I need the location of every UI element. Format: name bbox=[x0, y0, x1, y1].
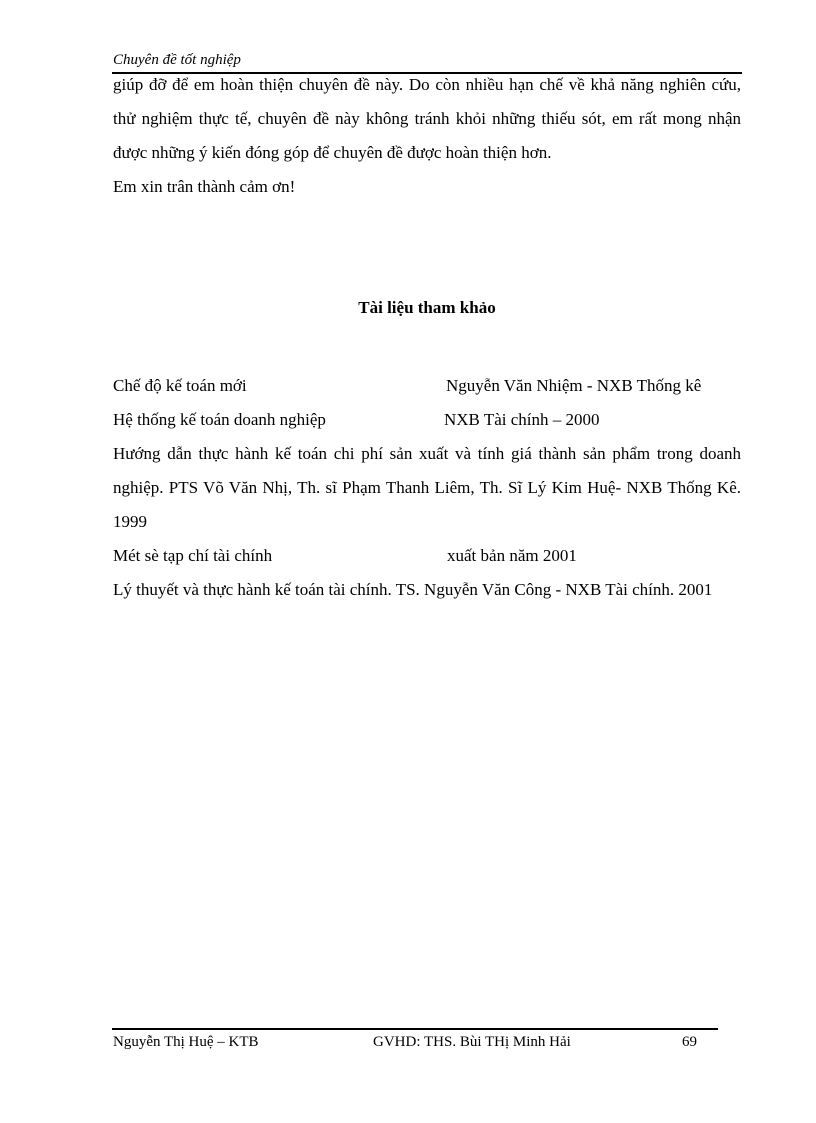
reference-item: Lý thuyết và thực hành kế toán tài chính. TS. Nguyễn Văn Công - NXB Tài chính. 2001 bbox=[113, 580, 713, 599]
page-number: 69 bbox=[682, 1034, 697, 1050]
reference-item: Hướng dẫn thực hành kế toán chi phí sản xuất và tính giá thành sản phẩm trong doanh nghiệp. PTS Võ Văn Nhị, Th. sĩ Phạm Thanh Liêm, Th. Sĩ Lý Kim Huệ- NXB Thống Kê. 1999 bbox=[113, 444, 741, 531]
footer-advisor: GVHD: THS. Bùi THị Minh Hải bbox=[373, 1034, 571, 1050]
reference-item bbox=[113, 369, 741, 403]
reference-item bbox=[113, 539, 741, 573]
page-header-title: Chuyên đề tốt nghiệp bbox=[113, 52, 241, 68]
reference-title: Mét sè tạp chí tài chính bbox=[113, 546, 273, 565]
reference-source: xuất bản năm 2001 bbox=[447, 546, 577, 565]
intro-section bbox=[113, 68, 741, 204]
reference-source: NXB Tài chính – 2000 bbox=[444, 410, 600, 429]
intro-paragraph: giúp đỡ để em hoàn thiện chuyên đề này. Do còn nhiều hạn chế về khả năng nghiên cứu, thử nghiệm thực tế, chuyên đề này không tránh khỏi những thiếu sót, em rất mong nhận được những ý kiến đóng góp để chuyên đề được hoàn thiện hơn. bbox=[113, 75, 741, 162]
reference-title: Hệ thống kế toán doanh nghiệp bbox=[113, 410, 326, 429]
references-heading: Tài liệu tham khảo bbox=[358, 298, 496, 317]
thanks-paragraph: Em xin trân thành cảm ơn! bbox=[113, 177, 296, 196]
footer-rule bbox=[112, 1028, 718, 1030]
reference-source: Nguyễn Văn Nhiệm - NXB Thống kê bbox=[446, 376, 702, 395]
reference-item bbox=[113, 403, 741, 437]
reference-title: Chế độ kế toán mới bbox=[113, 376, 247, 395]
references-list bbox=[113, 369, 741, 607]
footer-author: Nguyễn Thị Huệ – KTB bbox=[113, 1034, 259, 1050]
